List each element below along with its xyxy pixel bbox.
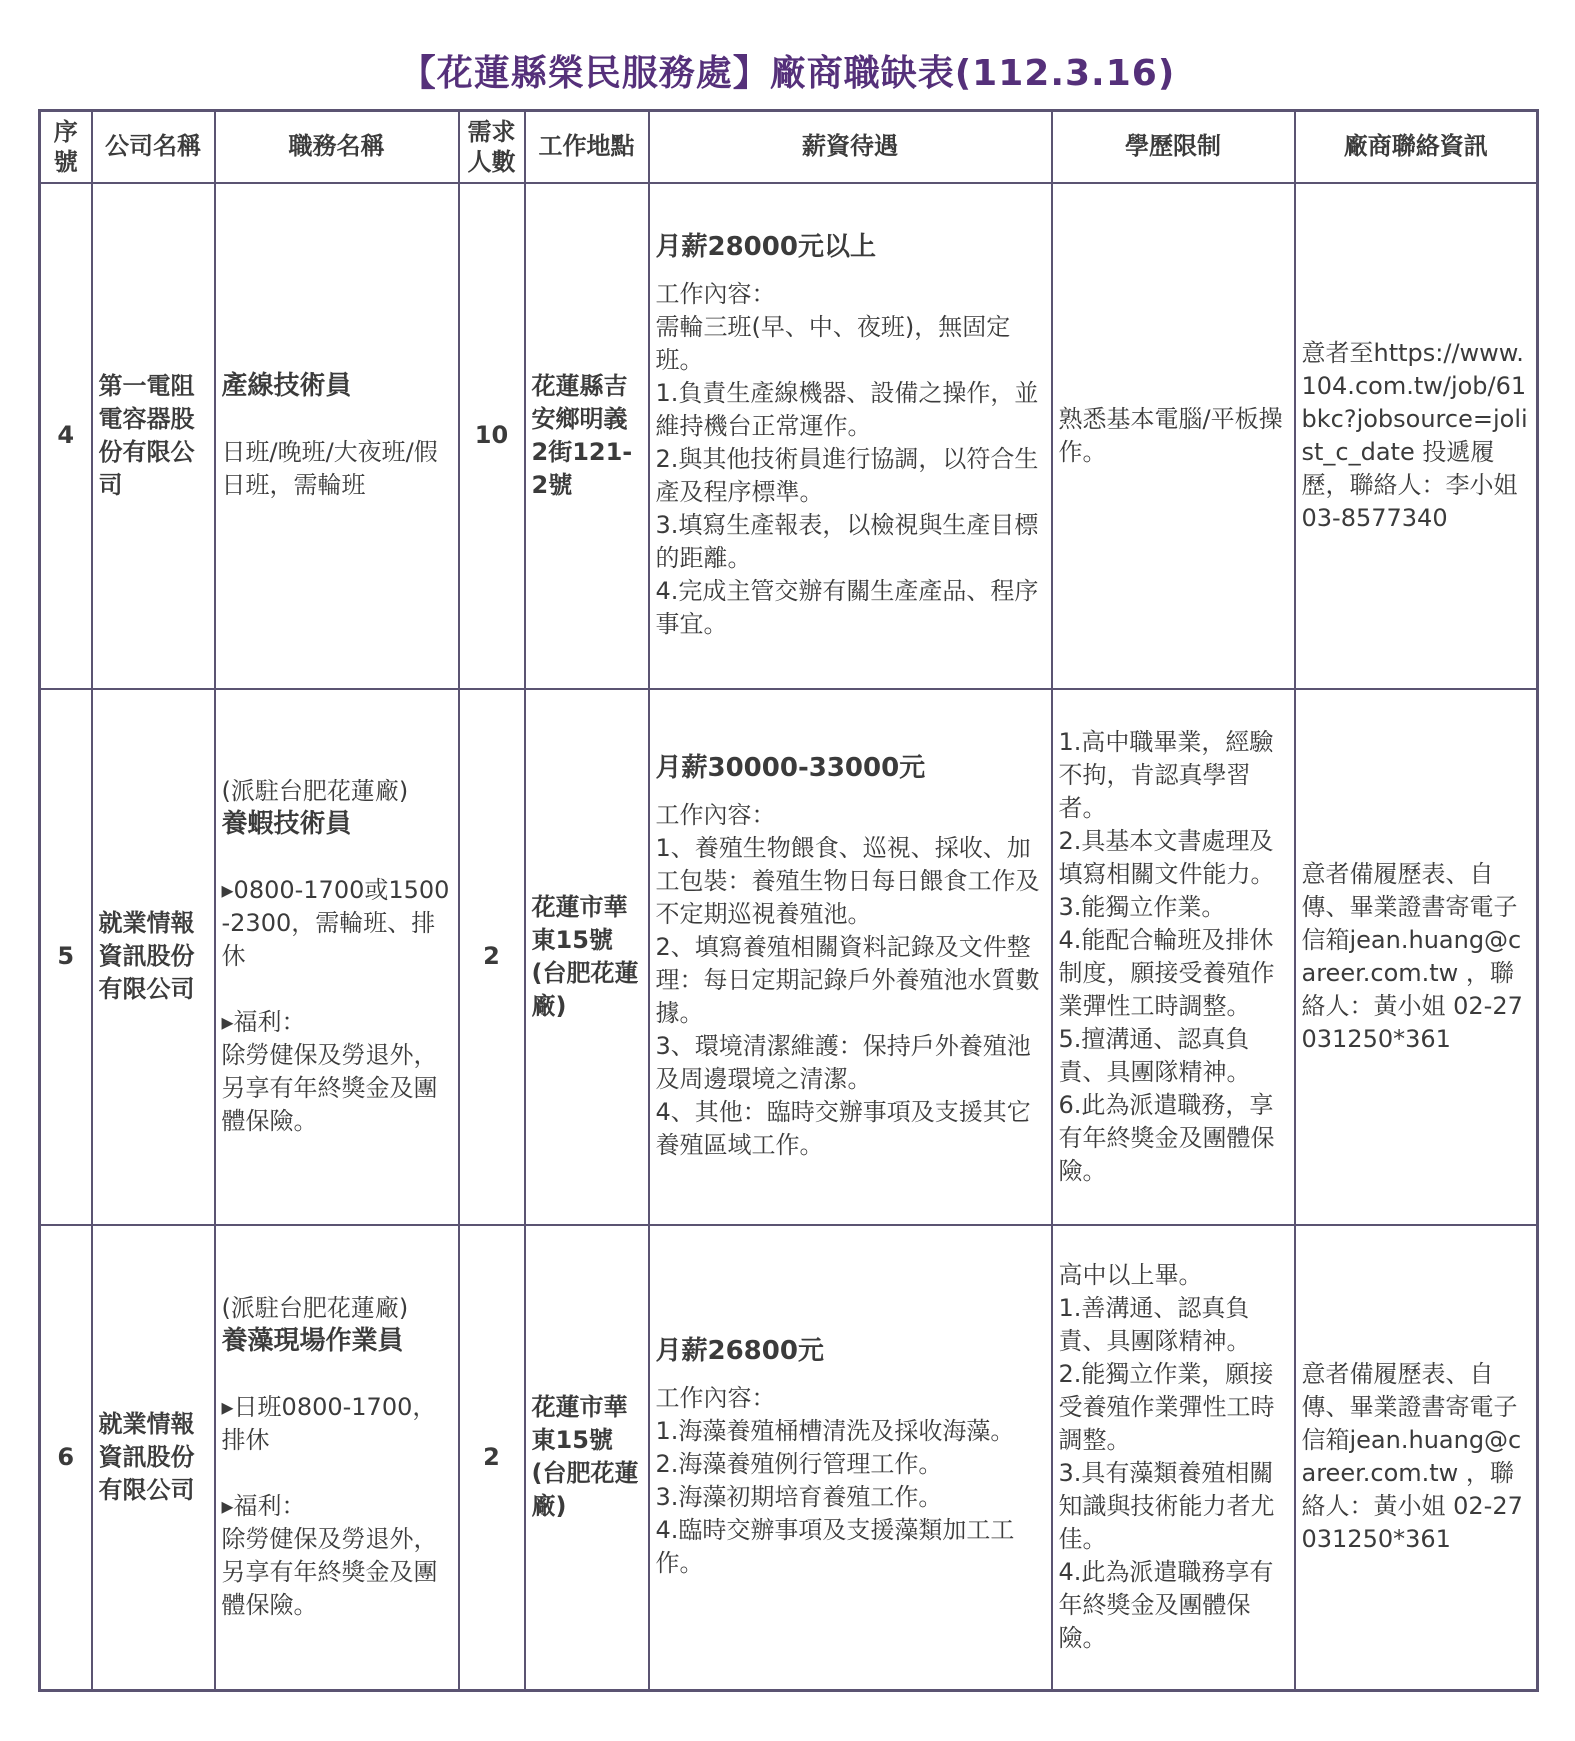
duty-line: 4.完成主管交辦有關生產產品、程序事宜。 [655,576,1039,638]
row-contact: 意者備履歷表、自傳、畢業證書寄電子信箱jean.huang@career.com.tw ，聯絡人：黃小姐 02-27031250*361 [1295,689,1538,1225]
duty-line: 3、環境清潔維護：保持戶外養殖池及周邊環境之清潔。 [655,1031,1031,1093]
education-item: 6.此為派遣職務，享有年終獎金及團體保險。 [1058,1090,1275,1185]
header-contact: 廠商聯絡資訊 [1295,111,1538,183]
header-education: 學歷限制 [1052,111,1295,183]
job-title: 養藻現場作業員 [221,1326,404,1357]
duty-line: 3.填寫生產報表，以檢視與生產目標的距離。 [655,510,1039,572]
job-note: (派駐台肥花蓮廠) [221,1294,409,1323]
header-salary: 薪資待遇 [649,111,1052,183]
row-seq: 4 [40,183,92,689]
table-row [40,183,1538,689]
education-item: 高中以上畢。 [1058,1261,1203,1290]
job-shift: 日班/晚班/大夜班/假日班，需輪班 [221,437,438,499]
row-salary [649,1225,1052,1691]
row-location: 花蓮市華東15號(台肥花蓮廠) [525,1225,649,1691]
duty-line: 2、填寫養殖相關資料記錄及文件整理：每日定期記錄戶外養殖池水質數據。 [655,932,1040,1027]
job-shift: ▸0800-1700或1500-2300，需輪班、排休 [221,876,450,970]
education-item: 3.具有藻類養殖相關知識與技術能力者尤佳。 [1058,1459,1275,1554]
table-row [40,1225,1538,1691]
row-location: 花蓮市華東15號(台肥花蓮廠) [525,689,649,1225]
education-item: 1.善溝通、認真負責、具團隊精神。 [1058,1294,1251,1356]
duty-line: 2.海藻養殖例行管理工作。 [655,1449,943,1478]
education-item: 4.此為派遣職務享有年終獎金及團體保險。 [1058,1558,1274,1653]
header-need [459,111,525,183]
duty-line: 需輪三班(早、中、夜班)，無固定班。 [655,312,1011,374]
duty-line: 1、養殖生物餵食、巡視、採收、加工包裝：養殖生物日每日餵食工作及不定期巡視養殖池。 [655,833,1040,928]
education-item: 5.擅溝通、認真負責、具團隊精神。 [1058,1024,1251,1086]
page-title: 【花蓮縣榮民服務處】廠商職缺表(112.3.16) [399,53,1176,94]
education-item: 3.能獨立作業。 [1058,892,1226,921]
duty-line: 工作內容： [655,1383,776,1412]
header-need-line1: 需求 [467,117,516,146]
row-seq: 6 [40,1225,92,1691]
row-company: 就業情報資訊股份有限公司 [92,689,215,1225]
row-seq: 5 [40,689,92,1225]
education-item: 4.能配合輪班及排休制度，願接受養殖作業彈性工時調整。 [1058,925,1275,1020]
salary-amount: 月薪28000元以上 [655,231,876,262]
row-contact: 意者至https://www.104.com.tw/job/61bkc?jobsource=jolist_c_date 投遞履歷，聯絡人：李小姐 03-8577340 [1295,183,1538,689]
education-item: 2.能獨立作業，願接受養殖作業彈性工時調整。 [1058,1360,1275,1455]
benefit-label: ▸福利： [221,1492,306,1521]
row-location: 花蓮縣吉安鄉明義2街121-2號 [525,183,649,689]
benefit-text: 除勞健保及勞退外，另享有年終獎金及團體保險。 [221,1525,438,1620]
duty-line: 4.臨時交辦事項及支援藻類加工工作。 [655,1515,1015,1577]
row-job [215,183,459,689]
header-seq-line2: 號 [53,147,78,176]
table-row [40,689,1538,1225]
education-item: 1.高中職畢業，經驗不拘，肯認真學習者。 [1058,727,1274,822]
duty-line: 工作內容： [655,279,776,308]
header-company: 公司名稱 [92,111,215,183]
row-education: 熟悉基本電腦/平板操作。 [1052,183,1295,689]
header-job: 職務名稱 [215,111,459,183]
job-note: (派駐台肥花蓮廠) [221,777,409,805]
duty-line: 2.與其他技術員進行協調，以符合生產及程序標準。 [655,444,1039,506]
header-need-line2: 人數 [467,147,516,176]
header-location: 工作地點 [525,111,649,183]
header-seq [40,111,92,183]
duty-line: 3.海藻初期培育養殖工作。 [655,1482,943,1511]
row-contact: 意者備履歷表、自傳、畢業證書寄電子信箱jean.huang@career.com.tw ，聯絡人：黃小姐 02-27031250*361 [1295,1225,1538,1691]
table-header-row [40,111,1538,183]
row-company: 就業情報資訊股份有限公司 [92,1225,215,1691]
header-seq-line1: 序 [53,117,78,146]
salary-amount: 月薪26800元 [655,1335,824,1366]
benefit-label: ▸福利： [221,1008,306,1036]
salary-amount: 月薪30000-33000元 [655,752,926,783]
job-shift: ▸日班0800-1700，排休 [221,1393,437,1455]
row-qty: 2 [459,1225,525,1691]
row-education [1052,1225,1295,1691]
duty-line: 1.負責生產線機器、設備之操作，並維持機台正常運作。 [655,378,1039,440]
row-qty: 2 [459,689,525,1225]
duty-line: 4、其他：臨時交辦事項及支援其它養殖區域工作。 [655,1097,1031,1159]
job-title: 養蝦技術員 [221,809,352,839]
row-qty: 10 [459,183,525,689]
row-education [1052,689,1295,1225]
duty-line: 工作內容： [655,800,776,829]
row-job [215,689,459,1225]
row-salary [649,183,1052,689]
row-company: 第一電阻電容器股份有限公司 [92,183,215,689]
row-job [215,1225,459,1691]
job-title: 產線技術員 [221,370,352,401]
job-vacancy-table [38,109,1539,1692]
benefit-text: 除勞健保及勞退外，另享有年終獎金及團體保險。 [221,1041,438,1135]
duty-line: 1.海藻養殖桶槽清洗及採收海藻。 [655,1416,1015,1445]
row-salary [649,689,1052,1225]
education-item: 2.具基本文書處理及填寫相關文件能力。 [1058,826,1275,888]
